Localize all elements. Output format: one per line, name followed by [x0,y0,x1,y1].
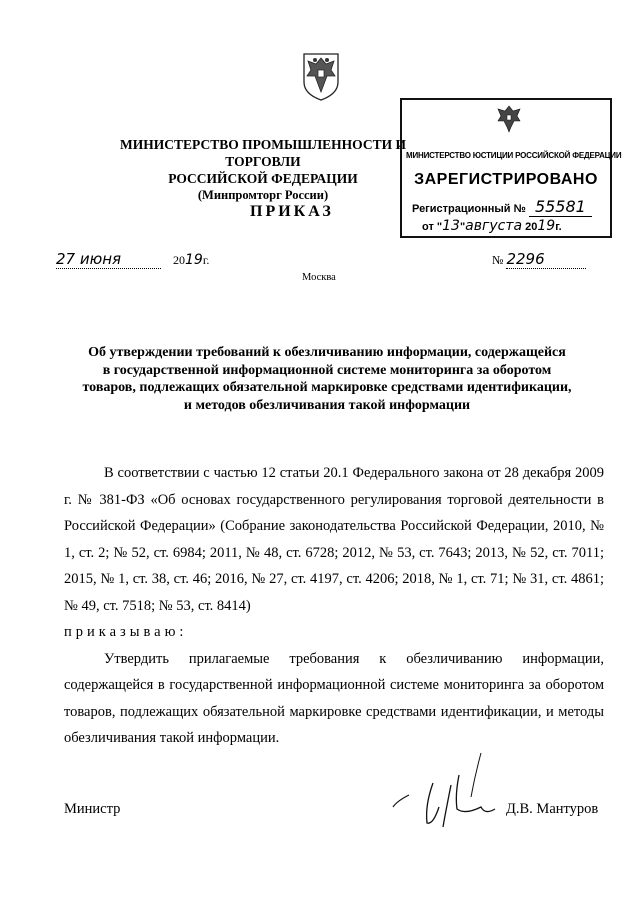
body-order-word: приказываю: [64,624,188,640]
coat-of-arms-icon [494,104,524,134]
order-year-suffix: г. [202,253,210,267]
order-number-handwritten: 2296 [506,250,586,269]
order-date [56,250,209,269]
stamp-ministry-name: МИНИСТЕРСТВО ЮСТИЦИИ РОССИЙСКОЙ ФЕДЕРАЦИИ [406,151,622,160]
registration-stamp [400,98,622,238]
document-title [60,344,594,414]
order-date-handwritten: 27 июня [56,250,161,269]
ministry-header [120,136,406,204]
stamp-date-day: 13 [442,218,460,234]
stamp-date-year: 19 [537,218,556,234]
document-body [64,460,604,752]
stamp-registration-number [412,197,592,216]
title-line: и методов обезличивания такой информации [183,397,471,413]
document-type: ПРИКАЗ [250,203,334,220]
title-line: Об утверждении требований к обезличиванию информации, содержащейся [88,345,566,360]
stamp-date-year-prefix: 20 [522,221,538,233]
ministry-name-line1: МИНИСТЕРСТВО ПРОМЫШЛЕННОСТИ И ТОРГОВЛИ [120,137,406,169]
order-city: Москва [302,272,336,283]
order-year-handwritten: 19 [185,252,203,268]
stamp-registration-date [422,218,562,234]
order-number-prefix: № [492,253,504,267]
stamp-reg-label: Регистрационный № [412,203,526,215]
stamp-reg-number-handwritten: 55581 [529,197,592,217]
stamp-date-year-suffix: г. [555,221,562,233]
body-paragraph-resolution: Утвердить прилагаемые требования к обезличиванию информации, содержащейся в государственной информационной системе мониторинга за оборотом товаров, подлежащих обязательной маркировке средствами идентификации, и методы обезличивания такой информации. [64,650,604,746]
signer-position: Министр [64,801,121,817]
stamp-registered-label: ЗАРЕГИСТРИРОВАНО [414,171,598,188]
order-year-prefix: 20 [173,253,185,267]
body-paragraph-preamble: В соответствии с частью 12 статьи 20.1 Федерального закона от 28 декабря 2009 г. № 381-ФЗ «Об основах государственного регулирования торговой деятельности в Российской Федерации» (Собрание законодательства Российской Федерации, 2010, № 1, ст. 2; № 52, ст. 6984; 2011, № 48, ст. 6728; 2012, № 53, ст. 7643; 2013, № 52, ст. 7011; 2015, № 1, ст. 38, ст. 46; 2016, № 27, ст. 4197, ст. 4206; 2018, № 1, ст. 71; № 31, ст. 4861; № 49, ст. 7518; № 53, ст. 8414) [64,465,604,614]
stamp-date-quote: " [459,221,466,233]
signer-name: Д.В. Мантуров [506,801,599,817]
stamp-date-month: августа [465,218,523,234]
order-number [492,250,586,269]
title-line: в государственной информационной системе мониторинга за оборотом [102,362,552,378]
ministry-short-name: (Минпромторг России) [197,188,329,202]
coat-of-arms-icon [296,48,346,102]
stamp-date-prefix: от " [422,221,443,233]
ministry-name-line2: РОССИЙСКОЙ ФЕДЕРАЦИИ [168,171,358,186]
handwritten-signature [385,745,525,835]
title-line: товаров, подлежащих обязательной маркировке средствами идентификации, [82,380,572,395]
